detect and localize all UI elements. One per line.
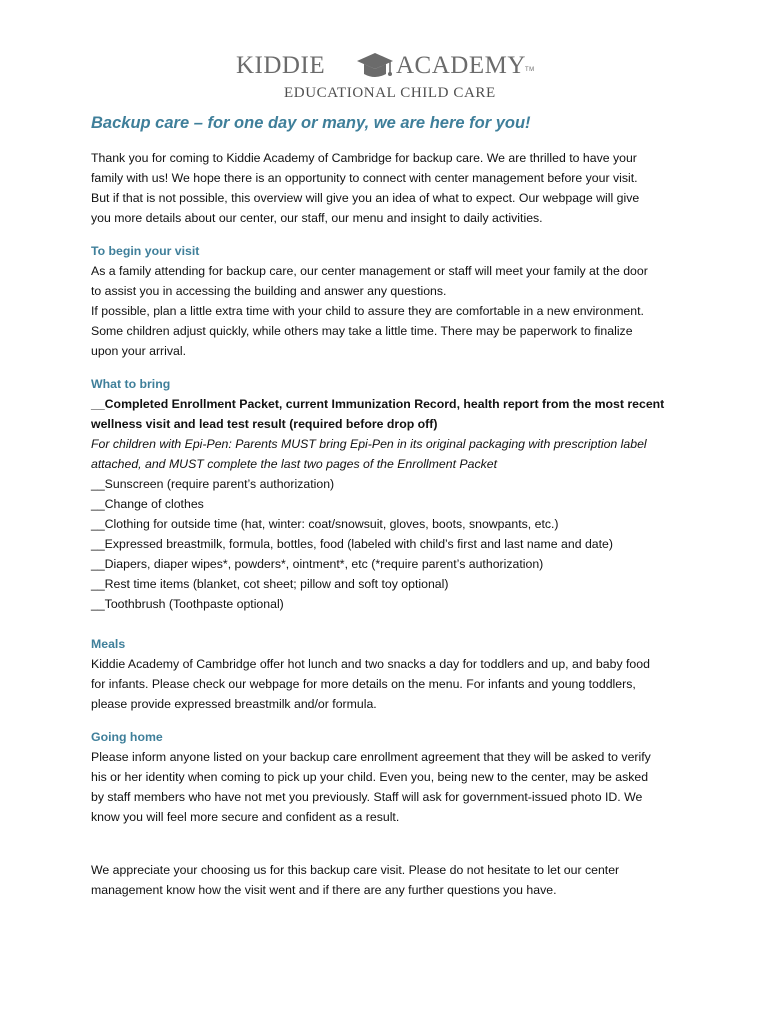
meals-heading: Meals — [91, 637, 126, 651]
meals-line: for infants. Please check our webpage for more details on the menu. For infants and young toddlers, — [91, 677, 636, 691]
logo-word-academy: ACADEMY — [396, 52, 526, 79]
checklist-item: __Diapers, diaper wipes*, powders*, ointment*, etc (*require parent’s authorization) — [91, 557, 544, 571]
checklist-item: __Expressed breastmilk, formula, bottles, food (labeled with child’s first and last name and date) — [91, 537, 613, 551]
begin-heading: To begin your visit — [91, 244, 200, 258]
epipen-note-line: attached, and MUST complete the last two pages of the Enrollment Packet — [91, 457, 498, 471]
bring-section — [91, 374, 691, 614]
checklist-item: __Clothing for outside time (hat, winter: coat/snowsuit, gloves, boots, snowpants, etc.) — [91, 517, 559, 531]
going-home-line: his or her identity when coming to pick up your child. Even you, being new to the center, may be asked — [91, 770, 649, 784]
intro-line: Thank you for coming to Kiddie Academy of Cambridge for backup care. We are thrilled to have your — [91, 151, 637, 165]
document-body — [91, 110, 691, 900]
checklist-item: __Rest time items (blanket, cot sheet; pillow and soft toy optional) — [91, 577, 449, 591]
page-title: Backup care – for one day or many, we are here for you! — [91, 114, 531, 132]
graduation-cap-icon — [355, 51, 395, 83]
closing-line: We appreciate your choosing us for this backup care visit. Please do not hesitate to let our center — [91, 863, 620, 877]
begin-line: As a family attending for backup care, our center management or staff will meet your family at the door — [91, 264, 648, 278]
going-home-line: know you will feel more secure and confident as a result. — [91, 810, 400, 824]
begin-section — [91, 241, 691, 361]
required-documents-line: __Completed Enrollment Packet, current Immunization Record, health report from the most recent — [91, 397, 665, 411]
begin-line: upon your arrival. — [91, 344, 187, 358]
intro-line: family with us! We hope there is an opportunity to connect with center management before your visit. — [91, 171, 638, 185]
checklist-item: __Sunscreen (require parent’s authorization) — [91, 477, 335, 491]
meals-section — [91, 634, 691, 714]
intro-paragraph — [91, 148, 691, 228]
logo-wordmark — [236, 48, 536, 84]
going-home-section — [91, 727, 691, 827]
closing-section — [91, 860, 691, 900]
bring-heading: What to bring — [91, 377, 171, 391]
epipen-note-line: For children with Epi-Pen: Parents MUST bring Epi-Pen in its original packaging with prescription label — [91, 437, 647, 451]
going-home-line: Please inform anyone listed on your backup care enrollment agreement that they will be asked to verify — [91, 750, 651, 764]
closing-line: management know how the visit went and if there are any further questions you have. — [91, 883, 557, 897]
logo-subtitle: EDUCATIONAL CHILD CARE — [284, 85, 496, 101]
checklist-item: __Toothbrush (Toothpaste optional) — [91, 597, 284, 611]
begin-line: Some children adjust quickly, while others may take a little time. There may be paperwork to finalize — [91, 324, 633, 338]
logo-trademark: TM — [525, 67, 535, 73]
checklist-item: __Change of clothes — [91, 497, 204, 511]
intro-line: But if that is not possible, this overview will give you an idea of what to expect. Our webpage will give — [91, 191, 640, 205]
required-documents-line: wellness visit and lead test result (required before drop off) — [91, 417, 438, 431]
intro-line: you more details about our center, our staff, our menu and insight to daily activities. — [91, 211, 543, 225]
meals-line: please provide expressed breastmilk and/or formula. — [91, 697, 377, 711]
kiddie-academy-logo — [236, 48, 536, 106]
begin-line: to assist you in accessing the building and answer any questions. — [91, 284, 447, 298]
logo-word-kiddie: KIDDIE — [236, 52, 326, 79]
begin-line: If possible, plan a little extra time with your child to assure they are comfortable in a new environment. — [91, 304, 644, 318]
going-home-line: by staff members who have not met you previously. Staff will ask for government-issued photo ID. We — [91, 790, 643, 804]
meals-line: Kiddie Academy of Cambridge offer hot lunch and two snacks a day for toddlers and up, and baby food — [91, 657, 650, 671]
going-home-heading: Going home — [91, 730, 163, 744]
